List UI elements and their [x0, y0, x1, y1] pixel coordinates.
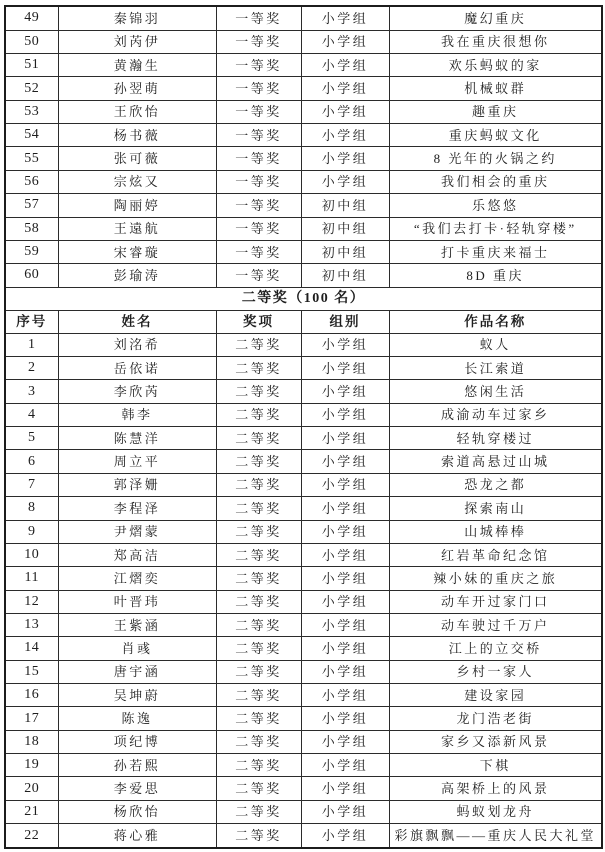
cell-group: 小学组: [301, 520, 389, 543]
cell-award: 一等奖: [216, 124, 301, 147]
table-row: [5, 403, 602, 426]
cell-work: 我在重庆很想你: [389, 30, 602, 53]
cell-group: 小学组: [301, 637, 389, 660]
cell-group: 小学组: [301, 100, 389, 123]
cell-no: 7: [5, 473, 58, 496]
cell-award: 一等奖: [216, 264, 301, 287]
cell-no: 16: [5, 684, 58, 707]
section-header-row: [5, 287, 602, 310]
cell-work: 乡村一家人: [389, 660, 602, 683]
cell-name: 吴坤蔚: [58, 684, 216, 707]
second-prize-section: [5, 287, 602, 333]
cell-work: 建设家园: [389, 684, 602, 707]
table-row: [5, 170, 602, 193]
cell-group: 小学组: [301, 613, 389, 636]
table-row: [5, 777, 602, 800]
cell-no: 49: [5, 6, 58, 30]
cell-name: 江熠奕: [58, 567, 216, 590]
table-row: [5, 473, 602, 496]
table-row: [5, 707, 602, 730]
cell-group: 小学组: [301, 824, 389, 848]
cell-no: 51: [5, 54, 58, 77]
cell-award: 二等奖: [216, 824, 301, 848]
cell-no: 56: [5, 170, 58, 193]
cell-award: 一等奖: [216, 30, 301, 53]
table-row: [5, 613, 602, 636]
table-row: [5, 240, 602, 263]
cell-work: 彩旗飘飘——重庆人民大礼堂: [389, 824, 602, 848]
cell-work: 家乡又添新风景: [389, 730, 602, 753]
cell-award: 二等奖: [216, 543, 301, 566]
cell-award: 二等奖: [216, 730, 301, 753]
table-row: [5, 380, 602, 403]
cell-group: 小学组: [301, 54, 389, 77]
cell-name: 杨书薇: [58, 124, 216, 147]
cell-work: 恐龙之都: [389, 473, 602, 496]
cell-name: 周立平: [58, 450, 216, 473]
cell-award: 二等奖: [216, 333, 301, 356]
cell-no: 12: [5, 590, 58, 613]
cell-award: 二等奖: [216, 777, 301, 800]
table-row: [5, 6, 602, 30]
cell-award: 一等奖: [216, 240, 301, 263]
cell-work: 重庆蚂蚁文化: [389, 124, 602, 147]
cell-award: 二等奖: [216, 356, 301, 379]
cell-award: 二等奖: [216, 497, 301, 520]
cell-no: 10: [5, 543, 58, 566]
column-header-name: 姓名: [58, 311, 216, 334]
cell-no: 2: [5, 356, 58, 379]
cell-group: 小学组: [301, 473, 389, 496]
table-row: [5, 567, 602, 590]
cell-group: 小学组: [301, 147, 389, 170]
cell-work: 辣小妹的重庆之旅: [389, 567, 602, 590]
cell-work: 索道高悬过山城: [389, 450, 602, 473]
table-row: [5, 824, 602, 848]
cell-no: 13: [5, 613, 58, 636]
cell-award: 二等奖: [216, 590, 301, 613]
cell-name: 项纪博: [58, 730, 216, 753]
cell-group: 小学组: [301, 707, 389, 730]
cell-award: 二等奖: [216, 707, 301, 730]
cell-no: 22: [5, 824, 58, 848]
column-header-award: 奖项: [216, 311, 301, 334]
column-header-row: [5, 311, 602, 334]
cell-award: 二等奖: [216, 427, 301, 450]
cell-award: 二等奖: [216, 613, 301, 636]
cell-work: 江上的立交桥: [389, 637, 602, 660]
cell-name: 彭瑜涛: [58, 264, 216, 287]
cell-group: 小学组: [301, 6, 389, 30]
cell-name: 宗炫又: [58, 170, 216, 193]
cell-no: 11: [5, 567, 58, 590]
cell-group: 小学组: [301, 77, 389, 100]
cell-award: 一等奖: [216, 77, 301, 100]
table-row: [5, 684, 602, 707]
table-row: [5, 54, 602, 77]
cell-work: “我们去打卡·轻轨穿楼”: [389, 217, 602, 240]
cell-name: 黄瀚生: [58, 54, 216, 77]
cell-group: 小学组: [301, 684, 389, 707]
cell-group: 小学组: [301, 777, 389, 800]
cell-work: 8 光年的火锅之约: [389, 147, 602, 170]
cell-no: 8: [5, 497, 58, 520]
cell-award: 二等奖: [216, 637, 301, 660]
cell-name: 刘洺希: [58, 333, 216, 356]
table-row: [5, 264, 602, 287]
table-row: [5, 497, 602, 520]
table-row: [5, 427, 602, 450]
cell-award: 二等奖: [216, 473, 301, 496]
cell-no: 4: [5, 403, 58, 426]
column-header-no: 序号: [5, 311, 58, 334]
table-row: [5, 124, 602, 147]
cell-name: 王紫涵: [58, 613, 216, 636]
cell-work: 成渝动车过家乡: [389, 403, 602, 426]
table-row: [5, 450, 602, 473]
cell-award: 二等奖: [216, 660, 301, 683]
cell-work: 动车开过家门口: [389, 590, 602, 613]
cell-no: 50: [5, 30, 58, 53]
cell-group: 小学组: [301, 124, 389, 147]
cell-work: 打卡重庆来福士: [389, 240, 602, 263]
cell-group: 小学组: [301, 497, 389, 520]
table-row: [5, 660, 602, 683]
cell-award: 一等奖: [216, 100, 301, 123]
cell-award: 二等奖: [216, 800, 301, 823]
cell-work: 趣重庆: [389, 100, 602, 123]
table-row: [5, 520, 602, 543]
cell-no: 21: [5, 800, 58, 823]
cell-name: 郑高洁: [58, 543, 216, 566]
cell-name: 刘芮伊: [58, 30, 216, 53]
cell-group: 小学组: [301, 754, 389, 777]
table-row: [5, 77, 602, 100]
cell-award: 二等奖: [216, 684, 301, 707]
cell-work: 下棋: [389, 754, 602, 777]
cell-work: 山城棒棒: [389, 520, 602, 543]
table-row: [5, 356, 602, 379]
cell-award: 一等奖: [216, 194, 301, 217]
cell-group: 小学组: [301, 333, 389, 356]
cell-no: 15: [5, 660, 58, 683]
cell-name: 宋睿璇: [58, 240, 216, 263]
cell-no: 58: [5, 217, 58, 240]
cell-group: 小学组: [301, 660, 389, 683]
cell-group: 初中组: [301, 264, 389, 287]
cell-name: 张可薇: [58, 147, 216, 170]
cell-no: 6: [5, 450, 58, 473]
cell-award: 二等奖: [216, 450, 301, 473]
cell-name: 陈逸: [58, 707, 216, 730]
cell-group: 初中组: [301, 240, 389, 263]
cell-work: 长江索道: [389, 356, 602, 379]
cell-award: 二等奖: [216, 754, 301, 777]
cell-no: 57: [5, 194, 58, 217]
cell-work: 高架桥上的风景: [389, 777, 602, 800]
table-row: [5, 754, 602, 777]
cell-name: 王欣怡: [58, 100, 216, 123]
cell-award: 一等奖: [216, 217, 301, 240]
cell-group: 小学组: [301, 730, 389, 753]
cell-name: 李欣芮: [58, 380, 216, 403]
cell-work: 蚁人: [389, 333, 602, 356]
cell-group: 小学组: [301, 800, 389, 823]
table-row: [5, 147, 602, 170]
cell-group: 小学组: [301, 403, 389, 426]
cell-work: 探索南山: [389, 497, 602, 520]
column-header-work: 作品名称: [389, 311, 602, 334]
cell-no: 54: [5, 124, 58, 147]
cell-name: 王遠航: [58, 217, 216, 240]
cell-no: 59: [5, 240, 58, 263]
cell-name: 陈慧洋: [58, 427, 216, 450]
table-row: [5, 730, 602, 753]
section-title-second-prize: 二等奖（100 名）: [5, 287, 602, 310]
cell-name: 杨欣怡: [58, 800, 216, 823]
cell-group: 小学组: [301, 30, 389, 53]
cell-no: 5: [5, 427, 58, 450]
cell-group: 初中组: [301, 194, 389, 217]
cell-no: 1: [5, 333, 58, 356]
cell-award: 二等奖: [216, 380, 301, 403]
table-row: [5, 30, 602, 53]
cell-work: 8D 重庆: [389, 264, 602, 287]
cell-name: 岳依诺: [58, 356, 216, 379]
cell-work: 动车驶过千万户: [389, 613, 602, 636]
cell-name: 孙若熙: [58, 754, 216, 777]
column-header-group: 组别: [301, 311, 389, 334]
table-row: [5, 637, 602, 660]
table-row: [5, 100, 602, 123]
cell-work: 我们相会的重庆: [389, 170, 602, 193]
cell-no: 55: [5, 147, 58, 170]
cell-group: 小学组: [301, 543, 389, 566]
cell-award: 二等奖: [216, 520, 301, 543]
table-row: [5, 333, 602, 356]
cell-group: 初中组: [301, 217, 389, 240]
cell-no: 20: [5, 777, 58, 800]
cell-work: 魔幻重庆: [389, 6, 602, 30]
cell-group: 小学组: [301, 567, 389, 590]
cell-work: 悠闲生活: [389, 380, 602, 403]
cell-name: 肖彧: [58, 637, 216, 660]
cell-name: 陶丽婷: [58, 194, 216, 217]
cell-award: 一等奖: [216, 6, 301, 30]
cell-no: 3: [5, 380, 58, 403]
cell-award: 一等奖: [216, 54, 301, 77]
cell-work: 欢乐蚂蚁的家: [389, 54, 602, 77]
cell-name: 郭泽姗: [58, 473, 216, 496]
table-row: [5, 543, 602, 566]
cell-no: 18: [5, 730, 58, 753]
cell-group: 小学组: [301, 590, 389, 613]
cell-group: 小学组: [301, 380, 389, 403]
table-row: [5, 590, 602, 613]
cell-no: 53: [5, 100, 58, 123]
cell-name: 李程泽: [58, 497, 216, 520]
cell-name: 叶晋玮: [58, 590, 216, 613]
second-prize-rows: [5, 333, 602, 848]
table-row: [5, 217, 602, 240]
cell-no: 17: [5, 707, 58, 730]
cell-name: 蒋心雅: [58, 824, 216, 848]
cell-no: 9: [5, 520, 58, 543]
table-row: [5, 800, 602, 823]
cell-no: 19: [5, 754, 58, 777]
cell-award: 二等奖: [216, 567, 301, 590]
cell-name: 韩李: [58, 403, 216, 426]
cell-name: 孙翌萌: [58, 77, 216, 100]
cell-award: 一等奖: [216, 170, 301, 193]
cell-work: 红岩革命纪念馆: [389, 543, 602, 566]
award-table: [4, 5, 603, 849]
cell-name: 李爱思: [58, 777, 216, 800]
cell-award: 二等奖: [216, 403, 301, 426]
cell-work: 轻轨穿楼过: [389, 427, 602, 450]
cell-group: 小学组: [301, 427, 389, 450]
cell-name: 秦锦羽: [58, 6, 216, 30]
cell-work: 蚂蚁划龙舟: [389, 800, 602, 823]
cell-group: 小学组: [301, 356, 389, 379]
cell-group: 小学组: [301, 450, 389, 473]
cell-work: 龙门浩老街: [389, 707, 602, 730]
cell-work: 机械蚁群: [389, 77, 602, 100]
table-row: [5, 194, 602, 217]
cell-name: 尹熠蒙: [58, 520, 216, 543]
cell-work: 乐悠悠: [389, 194, 602, 217]
first-prize-rows: [5, 6, 602, 287]
cell-award: 一等奖: [216, 147, 301, 170]
cell-name: 唐宇涵: [58, 660, 216, 683]
cell-no: 14: [5, 637, 58, 660]
cell-no: 60: [5, 264, 58, 287]
cell-no: 52: [5, 77, 58, 100]
cell-group: 小学组: [301, 170, 389, 193]
